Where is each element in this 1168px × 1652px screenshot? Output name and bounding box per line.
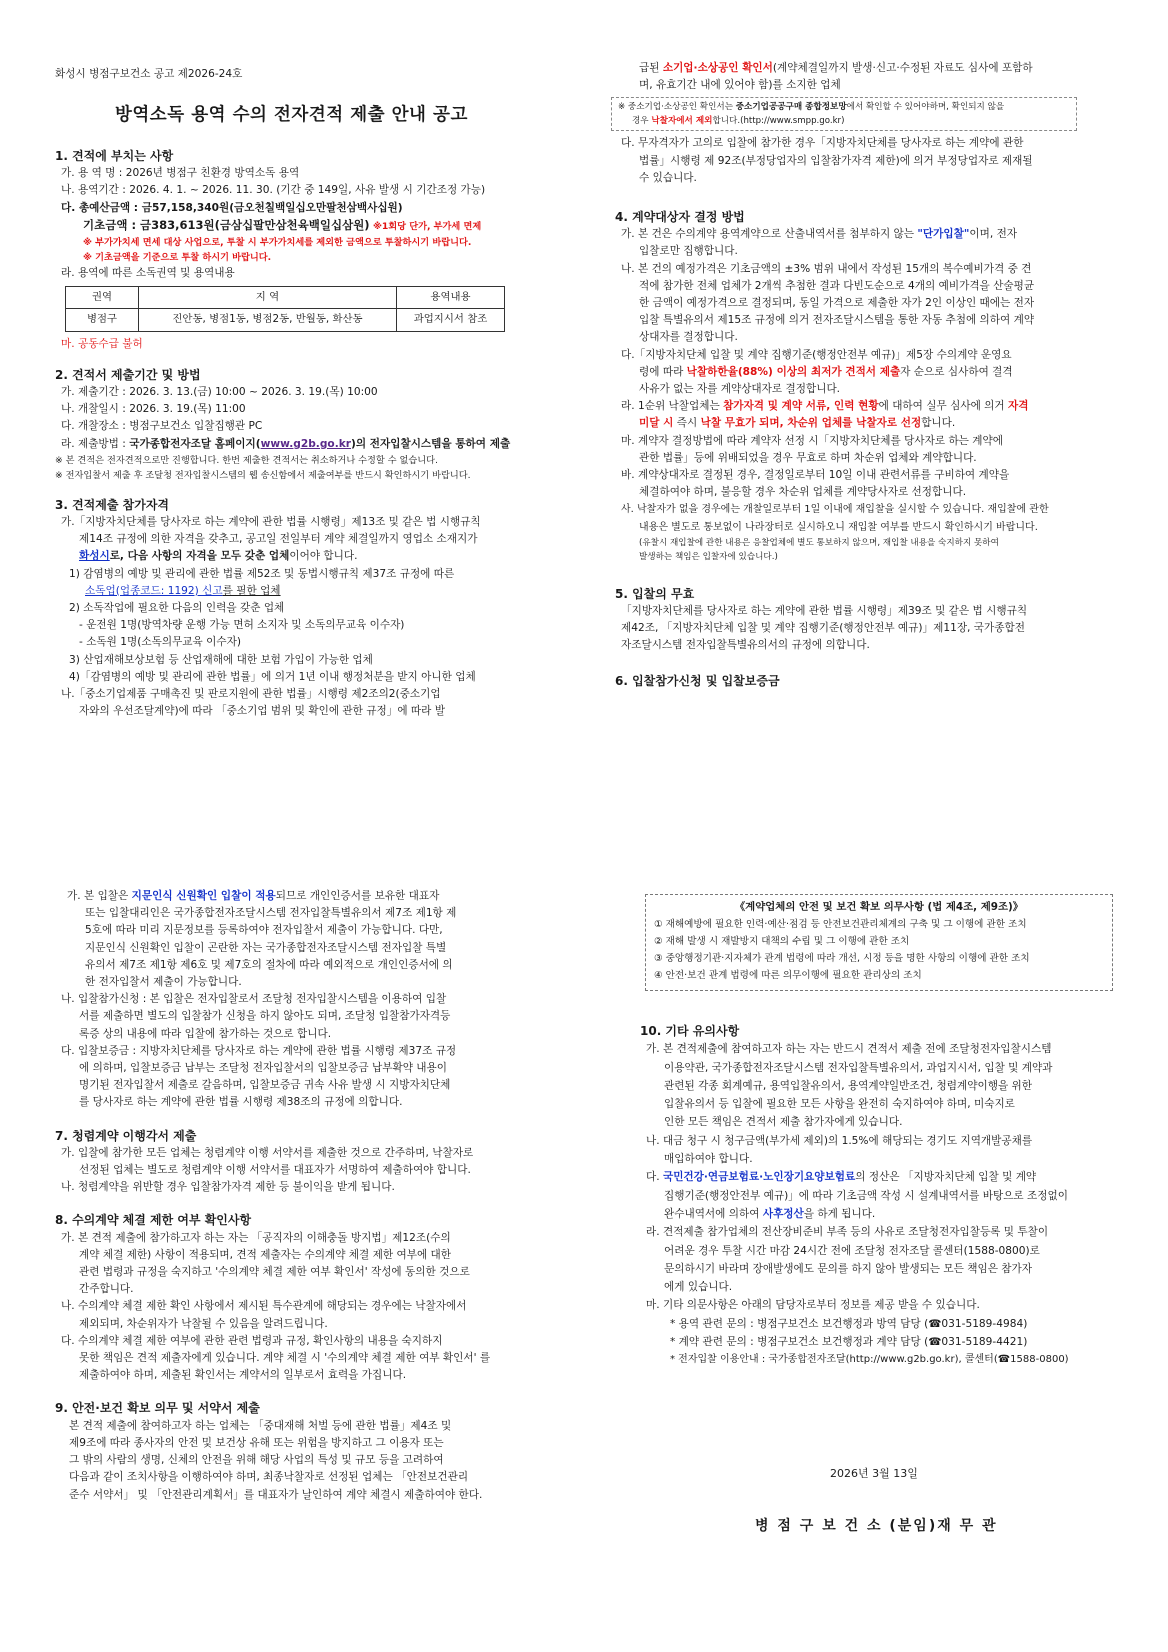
s3-ga-line2: 제14조 규정에 의한 자격을 갖추고, 공고일 전일부터 계약 체결일까지 영업소 소재지가 [79, 533, 478, 546]
table-header-cell: 용역내용 [397, 287, 505, 309]
s9-line2: 제9조에 따라 종사자의 안전 및 보건상 유해 또는 위험을 방지하고 그 이용자 또는 [69, 1436, 444, 1449]
s3-hwaseong: 화성시 [79, 550, 110, 563]
s9-line1: 본 견적 제출에 참여하고자 하는 업체는 「중대재해 처벌 등에 관한 법률」제4조 및 [69, 1419, 452, 1432]
s10-ra-line1: 라. 견적제출 참가업체의 전산장비준비 부족 등의 사유로 조달청전자입찰등록 및 투찰이 [646, 1226, 1049, 1239]
s10-na-line2: 매입하여야 합니다. [664, 1153, 753, 1166]
section-5-heading: 5. 입찰의 무효 [615, 586, 695, 601]
left-column-bottom [55, 888, 545, 1504]
s4-na-line2: 적에 참가한 전체 업체가 2개씩 추첨한 결과 다빈도순으로 4개의 예비가격을 산술평균 [639, 279, 1035, 292]
s8-ga-line2: 계약 체결 제한) 사항이 적용되며, 견적 제출자는 수의계약 체결 제한 여부에 대한 [79, 1248, 452, 1261]
s3-ga3-tail: 이어야 합니다. [289, 550, 358, 563]
s8-na-line1: 나. 수의계약 체결 제한 확인 사항에서 제시된 특수관계에 해당되는 경우에는 낙찰자에서 [61, 1300, 467, 1313]
s10-ra-line3: 문의하시기 바라며 장애발생에도 문의를 하지 않아 발생되는 모든 책임은 참가자 [664, 1262, 1033, 1275]
section-4-heading: 4. 계약대상자 결정 방법 [615, 210, 745, 225]
notice-number: 화성시 병점구보건소 공고 제2026-24호 [55, 68, 243, 80]
sme-box-line2: 경우 낙찰자에서 제외합니다.(http://www.smpp.go.kr) [632, 116, 845, 127]
s7-ga-line2: 선정된 업체는 별도로 청렴계약 이행 서약서를 대표자가 서명하여 제출하여야 합니다. [79, 1164, 471, 1177]
s3-na-line2: 자와의 우선조달계약)에 따라 「중소기업 범위 및 확인에 관한 규정」에 따라 발 [79, 705, 445, 718]
s6-ga-line6: 한 전자입찰서 제출이 가능합니다. [85, 976, 242, 989]
s8-da-line2: 못한 책임은 견적 제출자에게 있습니다. 계약 체결 시 '수의계약 체결 제한 여부 확인서' 를 [79, 1352, 491, 1365]
s10-da-line1: 다. 국민건강·연금보험료·노인장기요양보험료의 정산은 「지방자치단체 입찰 및 계약 [646, 1171, 1037, 1184]
s1-item-na: 나. 용역기간 : 2026. 4. 1. ~ 2026. 11. 30. (기간 중 149일, 사유 발생 시 기간조정 가능) [61, 184, 486, 197]
s3-na3-rest: (계약체결일까지 발생·신고·수정된 자료도 심사에 포함하 [772, 62, 1033, 74]
section-7-heading: 7. 청렴계약 이행각서 제출 [55, 1128, 197, 1143]
s10-ga-line5: 인한 모든 책임은 견적서 제출 참가자에게 있습니다. [664, 1116, 903, 1129]
s6-ga-line2: 또는 입찰대리인은 국가종합전자조달시스템 전자입찰특별유의서 제7조 제1항 제 [85, 907, 457, 920]
s3-i2a: - 운전원 1명(방역차량 운행 가능 면허 소지자 및 소독의무교육 이수자) [79, 619, 405, 632]
s10-ga-line1: 가. 본 견적제출에 참여하고자 하는 자는 반드시 견적서 제출 전에 조달청전자입찰시스템 [646, 1043, 1052, 1056]
s6-da-line3: 명기된 전자입찰서 제출로 갈음하며, 입찰보증금 귀속 사유 발생 시 지방자치단체 [79, 1079, 451, 1092]
s4-ma-line2: 관한 법률」등에 위배되었을 경우 무효로 하며 차순위 업체와 계약합니다. [639, 451, 977, 464]
safety-box-title: 《계약업체의 안전 및 보건 확보 의무사항 (법 제4조, 제9조)》 [734, 901, 1024, 913]
section-2-heading: 2. 견적서 제출기간 및 방법 [55, 367, 201, 382]
s6-na-line1: 나. 입찰참가신청 : 본 입찰은 전자입찰로서 조달청 전자입찰시스템을 이용하여 입찰 [61, 993, 447, 1006]
sme-box-line1: ※ 중소기업·소상공인 확인서는 중소기업공공구매 종합정보망에서 확인할 수 있어야하며, 확인되지 않을 [618, 102, 1005, 113]
s4-da-line3: 사유가 없는 자를 계약상대자로 결정합니다. [639, 383, 841, 396]
s3-na3-red: 소기업·소상공인 확인서 [662, 62, 773, 74]
safety-box-item: ④ 안전·보건 관계 법령에 따른 의무이행에 필요한 관리상의 조치 [654, 970, 922, 981]
notice-date: 2026년 3월 13일 [830, 1467, 918, 1480]
s1-note1: ※ 부가가치세 면세 대상 사업으로, 투찰 시 부가가치세를 제외한 금액으로 투찰하시기 바랍니다. [83, 237, 472, 249]
s5-line3: 자조달시스템 전자입찰특별유의서의 규정에 의합니다. [621, 639, 870, 652]
s8-da-line1: 다. 수의계약 체결 제한 여부에 관한 관련 법령과 규정, 확인사항의 내용을 숙지하지 [61, 1334, 443, 1347]
s2-item-da: 다. 개찰장소 : 병점구보건소 입찰집행관 PC [61, 420, 263, 433]
s1-base-price: 기초금액 : 금383,613원(금삼십팔만삼천육백일십삼원) [83, 217, 370, 232]
s9-line5: 준수 서약서」 및 「안전관리계획서」를 대표자가 날인하여 계약 체결시 제출하여야 한다. [69, 1488, 483, 1501]
s5-line1: 「지방자치단체를 당사자로 하는 계약에 관한 법률 시행령」제39조 및 같은 법 시행규칙 [621, 605, 1028, 618]
s3-ga-line3 [55, 548, 530, 565]
section-1-heading: 1. 견적에 부치는 사항 [55, 149, 174, 163]
s10-ga-line3: 관련된 각종 회계예규, 용역입찰유의서, 용역계약일반조건, 청렴계약이행을 위한 [664, 1079, 1033, 1092]
table-cell: 병점구 [66, 309, 139, 331]
s3-na-line3 [615, 60, 1085, 77]
s6-ga-line4: 지문인식 신원확인 입찰이 곤란한 자는 국가종합전자조달시스템 전자입찰 특별 [85, 941, 447, 954]
s6-da-line2: 에 의하며, 입찰보증금 납부는 조달청 전자입찰서의 입찰보증금 납부확약 내용이 [79, 1062, 448, 1075]
section-6-heading: 6. 입찰참가신청 및 입찰보증금 [615, 673, 780, 688]
s9-line4: 다음과 같이 조치사항을 이행하여야 하며, 최종낙찰자로 선정된 업체는 「안전보건관리 [69, 1471, 469, 1484]
s4-na-line1: 나. 본 건의 예정가격은 기초금액의 ±3% 범위 내에서 작성된 15개의 복수예비가격 중 견 [621, 262, 1032, 275]
s4-sa-line4: 발생하는 책임은 입찰자에 있습니다.) [639, 551, 778, 562]
s10-ma-line1: 마. 기타 의문사항은 아래의 담당자로부터 정보를 제공 받을 수 있습니다. [646, 1299, 980, 1312]
s1-base-note: ※1회당 단가, 부가세 면제 [372, 220, 482, 232]
issuing-organization: 병 점 구 보 건 소 (분임)재 무 관 [755, 1518, 998, 1534]
s6-ga-line1: 가. 본 입찰은 지문인식 신원확인 입찰이 적용되므로 개인인증서를 보유한 대표자 [67, 890, 440, 902]
table-cell: 진안동, 병점1동, 병점2동, 반월동, 화산동 [139, 309, 397, 331]
g2b-link[interactable]: www.g2b.go.kr [260, 437, 351, 450]
s4-ra-line1: 라. 1순위 낙찰업체는 참가자격 및 계약 서류, 인력 현황에 대하여 실무 심사에 의거 자격 [621, 400, 1029, 413]
s6-da-line4: 를 당사자로 하는 계약에 관한 법률 시행령 제38조의 규정에 의합니다. [79, 1096, 403, 1109]
s3-i4: 4)「감염병의 예방 및 관리에 관한 법률」에 의거 1년 이내 행정처분을 받지 아니한 업체 [69, 670, 476, 683]
table-header-cell: 지 역 [139, 287, 397, 309]
s3-i1: 1) 감염병의 예방 및 관리에 관한 법률 제52조 및 동법시행규칙 제37조 규정에 따른 [69, 567, 455, 580]
s2-item-ga: 가. 제출기간 : 2026. 3. 13.(금) 10:00 ~ 2026. 3. 19.(목) 10:00 [61, 386, 378, 399]
s3-na-line4: 며, 유효기간 내에 있어야 함)를 소지한 업체 [639, 79, 841, 92]
s4-ga-line1: 가. 본 건은 수의계약 용역계약으로 산출내역서를 첨부하지 않는 "단가입찰"이며, 전자 [621, 228, 1018, 241]
s8-ga-line4: 간주합니다. [79, 1283, 134, 1296]
s6-ga-line3: 5호에 따라 미리 지문정보를 등록하여야 전자입찰서 제출이 가능합니다. 다만, [85, 924, 443, 937]
s4-ba-line2: 체결하여야 하며, 불응할 경우 차순위 업체를 계약당사자로 선정합니다. [639, 486, 967, 499]
s2-note2: ※ 전자입찰서 제출 후 조달청 전자입찰시스템의 웹 송신함에서 제출여부를 반드시 확인하시기 바랍니다. [55, 469, 471, 481]
s3-da-line1: 다. 무자격자가 고의로 입찰에 참가한 경우「지방자치단체를 당사자로 하는 계약에 관한 [621, 137, 1024, 150]
s4-da-line2: 령에 따라 낙찰하한율(88%) 이상의 최저가 견적서 제출자 순으로 심사하여 결격 [639, 365, 1013, 378]
contact-e-bidding: * 전자입찰 이용안내 : 국가종합전자조달(http://www.g2b.go.kr), 콜센터(☎1588-0800) [670, 1354, 1069, 1366]
s2-item-na: 나. 개찰일시 : 2026. 3. 19.(목) 11:00 [61, 403, 246, 416]
s2-item-ra [55, 436, 530, 453]
s6-ga-line5: 유의서 제7조 제1항 제6호 및 제7호의 절차에 따라 예외적으로 개인인증서에 의 [85, 958, 453, 971]
s3-ga-line1: 가.「지방자치단체를 당사자로 하는 계약에 관한 법률 시행령」제13조 및 같은 법 시행규칙 [61, 516, 481, 529]
s2-note1: ※ 본 견적은 전자견적으로만 진행합니다. 한번 제출한 견적서는 취소하거나 수정할 수 없습니다. [55, 454, 438, 466]
s1-base-price-line [55, 217, 530, 235]
s8-ga-line3: 관련 법령과 규정을 숙지하고 '수의계약 체결 제한 여부 확인서' 작성에 동의한 것으로 [79, 1266, 470, 1279]
s10-ra-line2: 어려운 경우 투찰 시간 마감 24시간 전에 조달청 전자조달 콜센터(1588-0800)로 [664, 1244, 1040, 1257]
safety-duty-box [645, 894, 1113, 991]
s4-ba-line1: 바. 계약상대자로 결정된 경우, 결정일로부터 10일 이내 관련서류를 구비하여 계약을 [621, 469, 1010, 482]
contact-service: * 용역 관련 문의 : 병점구보건소 보건행정과 방역 담당 (☎031-5189-4984) [670, 1317, 1028, 1330]
section-8-heading: 8. 수의계약 체결 제한 여부 확인사항 [55, 1213, 252, 1228]
s3-i1b-blue: 소독업(업종코드: 1192) 신고 [85, 584, 223, 597]
s6-na-line2: 서를 제출하면 별도의 입찰참가 신청을 하지 않아도 되며, 조달청 입찰참가자격등 [79, 1010, 451, 1023]
s10-da-line2: 집행기준(행정안전부 예규)」에 따라 기초금액 작성 시 설계내역서를 바탕으로 조정없이 [664, 1189, 1068, 1202]
s10-ra-line4: 에게 있습니다. [664, 1281, 733, 1294]
s4-ra-line2: 미달 시 즉시 낙찰 무효가 되며, 차순위 업체를 낙찰자로 선정합니다. [639, 417, 956, 430]
s1-item-da: 다. 총예산금액 : 금57,158,340원(금오천칠백일십오만팔천삼백사십원) [61, 201, 403, 214]
s4-sa-line1: 사. 낙찰자가 없을 경우에는 개찰일로부터 1일 이내에 재입찰을 실시할 수 있습니다. 재입찰에 관한 [621, 504, 1049, 516]
s7-ga-line1: 가. 입찰에 참가한 모든 업체는 청렴계약 이행 서약서를 제출한 것으로 간주하며, 낙찰자로 [61, 1146, 474, 1159]
s2-ra-bold2: )의 전자입찰시스템을 통하여 제출 [351, 437, 511, 450]
s4-ga-line2: 입찰로만 집행합니다. [639, 245, 738, 258]
s10-na-line1: 나. 대금 청구 시 청구금액(부가세 제외)의 1.5%에 해당되는 경기도 지역개발공채를 [646, 1134, 1033, 1147]
s5-line2: 제42조, 「지방자치단체 입찰 및 계약 집행기준(행정안전부 예규)」제11장, 국가종합전 [621, 622, 1025, 635]
s3-i1b-rest: 를 필한 업체 [222, 584, 281, 597]
s10-da-line3: 완수내역서에 의하여 사후정산을 하게 됩니다. [664, 1207, 876, 1220]
s3-na-line1: 나.「중소기업제품 구매촉진 및 판로지원에 관한 법률」시행령 제2조의2(중소기업 [61, 688, 441, 701]
s6-da-line1: 다. 입찰보증금 : 지방자치단체를 당사자로 하는 계약에 관한 법률 시행령 제37조 규정 [61, 1044, 457, 1057]
s8-da-line3: 제출하여야 하며, 제출된 확인서는 계약서의 일부로서 효력을 가집니다. [79, 1369, 407, 1382]
contact-contract: * 계약 관련 문의 : 병점구보건소 보건행정과 계약 담당 (☎031-5189-4421) [670, 1336, 1028, 1349]
s3-da-line2: 법률」시행령 제 92조(부정당업자의 입찰참가자격 제한)에 의거 부정당업자로 제재될 [639, 154, 1033, 167]
s4-na-line4: 입찰 특별유의서 제15조 규정에 의거 전자조달시스템을 통한 자동 추첨에 의하여 계약 [639, 314, 1035, 327]
s1-item-ga: 가. 용 역 명 : 2026년 병점구 친환경 방역소독 용역 [61, 167, 300, 180]
s8-na-line2: 제외되며, 차순위자가 낙찰될 수 있음을 알려드립니다. [79, 1317, 328, 1330]
s3-na3-pre: 급된 [639, 62, 663, 74]
section-9-heading: 9. 안전·보건 확보 의무 및 서약서 제출 [55, 1401, 260, 1416]
s4-sa-line3: (유찰시 재입찰에 관한 내용은 응찰업체에 별도 통보하지 않으며, 재입찰 내용을 숙지하지 못하여 [639, 537, 999, 548]
page-title: 방역소독 용역 수의 전자견적 제출 안내 공고 [115, 105, 468, 125]
safety-box-item: ① 재해예방에 필요한 인력·예산·점검 등 안전보건관리체계의 구축 및 그 이행에 관한 조치 [654, 919, 1027, 930]
s6-na-line3: 록증 상의 내용에 따라 입찰에 참가하는 것으로 합니다. [79, 1027, 332, 1040]
sme-notice-box [611, 97, 1077, 131]
s3-i2: 2) 소독작업에 필요한 다음의 인력을 갖춘 업체 [69, 602, 285, 615]
s1-item-ra: 라. 용역에 따른 소독권역 및 용역내용 [61, 267, 235, 280]
s4-da-line1: 다.「지방자치단체 입찰 및 계약 집행기준(행정안전부 예규)」제5장 수의계약 운영요 [621, 348, 1012, 361]
s4-ma-line1: 마. 계약자 결정방법에 따라 계약자 선정 시「지방자치단체를 당사자로 하는 계약에 [621, 434, 1003, 447]
s3-i1b-line [55, 583, 530, 600]
s2-ra-bold: 국가종합전자조달 홈페이지( [129, 437, 261, 450]
safety-box-item: ② 재해 발생 시 재발방지 대책의 수립 및 그 이행에 관한 조치 [654, 936, 910, 947]
s2-ra-prefix: 라. 제출방법 : [61, 437, 130, 450]
s4-sa-line2: 내용은 별도로 통보없이 나라장터로 실시하오니 재입찰 여부를 반드시 확인하시기 바랍니다. [639, 521, 1038, 533]
left-column-top [55, 148, 530, 720]
s3-da-line3: 수 있습니다. [639, 171, 697, 184]
s8-ga-line1: 가. 본 견적 제출에 참가하고자 하는 자는 「공직자의 이해충돌 방지법」제12조(수의 [61, 1231, 451, 1244]
right-column-top [615, 60, 1085, 690]
s9-line3: 그 밖의 사람의 생명, 신체의 안전을 위해 해당 사업의 특성 및 규모 등을 고려하여 [69, 1454, 444, 1467]
s3-i2b: - 소독원 1명(소독의무교육 이수자) [79, 636, 241, 649]
s10-ga-line2: 이용약관, 국가종합전자조달시스템 전자입찰특별유의서, 과업지시서, 입찰 및 계약과 [664, 1061, 1053, 1074]
safety-box-item: ③ 중앙행정기관·지자체가 관계 법령에 따라 개선, 시정 등을 명한 사항의 이행에 관한 조치 [654, 953, 1030, 964]
section-10-heading: 10. 기타 유의사항 [640, 1024, 740, 1038]
section-3-heading: 3. 견적제출 참가자격 [55, 497, 170, 512]
right-column-bottom [640, 1022, 1120, 1370]
s7-na-line1: 나. 청렴계약을 위반할 경우 입찰참가자격 제한 등 불이익을 받게 됩니다. [61, 1181, 395, 1194]
table-header-cell: 권역 [66, 287, 139, 309]
s1-note2: ※ 기초금액을 기준으로 투찰 하시기 바랍니다. [83, 252, 272, 264]
region-table-header [66, 287, 505, 309]
s10-ga-line4: 입찰유의서 등 입찰에 필요한 모든 사항을 완전히 숙지하여야 하며, 미숙지로 [664, 1098, 1015, 1111]
s1-item-ma: 마. 공동수급 불허 [61, 337, 143, 350]
region-table [65, 286, 505, 331]
table-cell: 과업지시서 참조 [397, 309, 505, 331]
s4-na-line3: 한 금액이 예정가격으로 결정되며, 동일 가격으로 제출한 자가 2인 이상인 때에는 전자 [639, 297, 1035, 310]
table-row [66, 309, 505, 331]
s4-na-line5: 상대자를 결정합니다. [639, 331, 738, 344]
s3-i3: 3) 산업재해보상보험 등 산업재해에 대한 보험 가입이 가능한 업체 [69, 653, 373, 666]
s3-ga3-rest: 로, 다음 사항의 자격을 모두 갖춘 업체 [109, 550, 290, 563]
